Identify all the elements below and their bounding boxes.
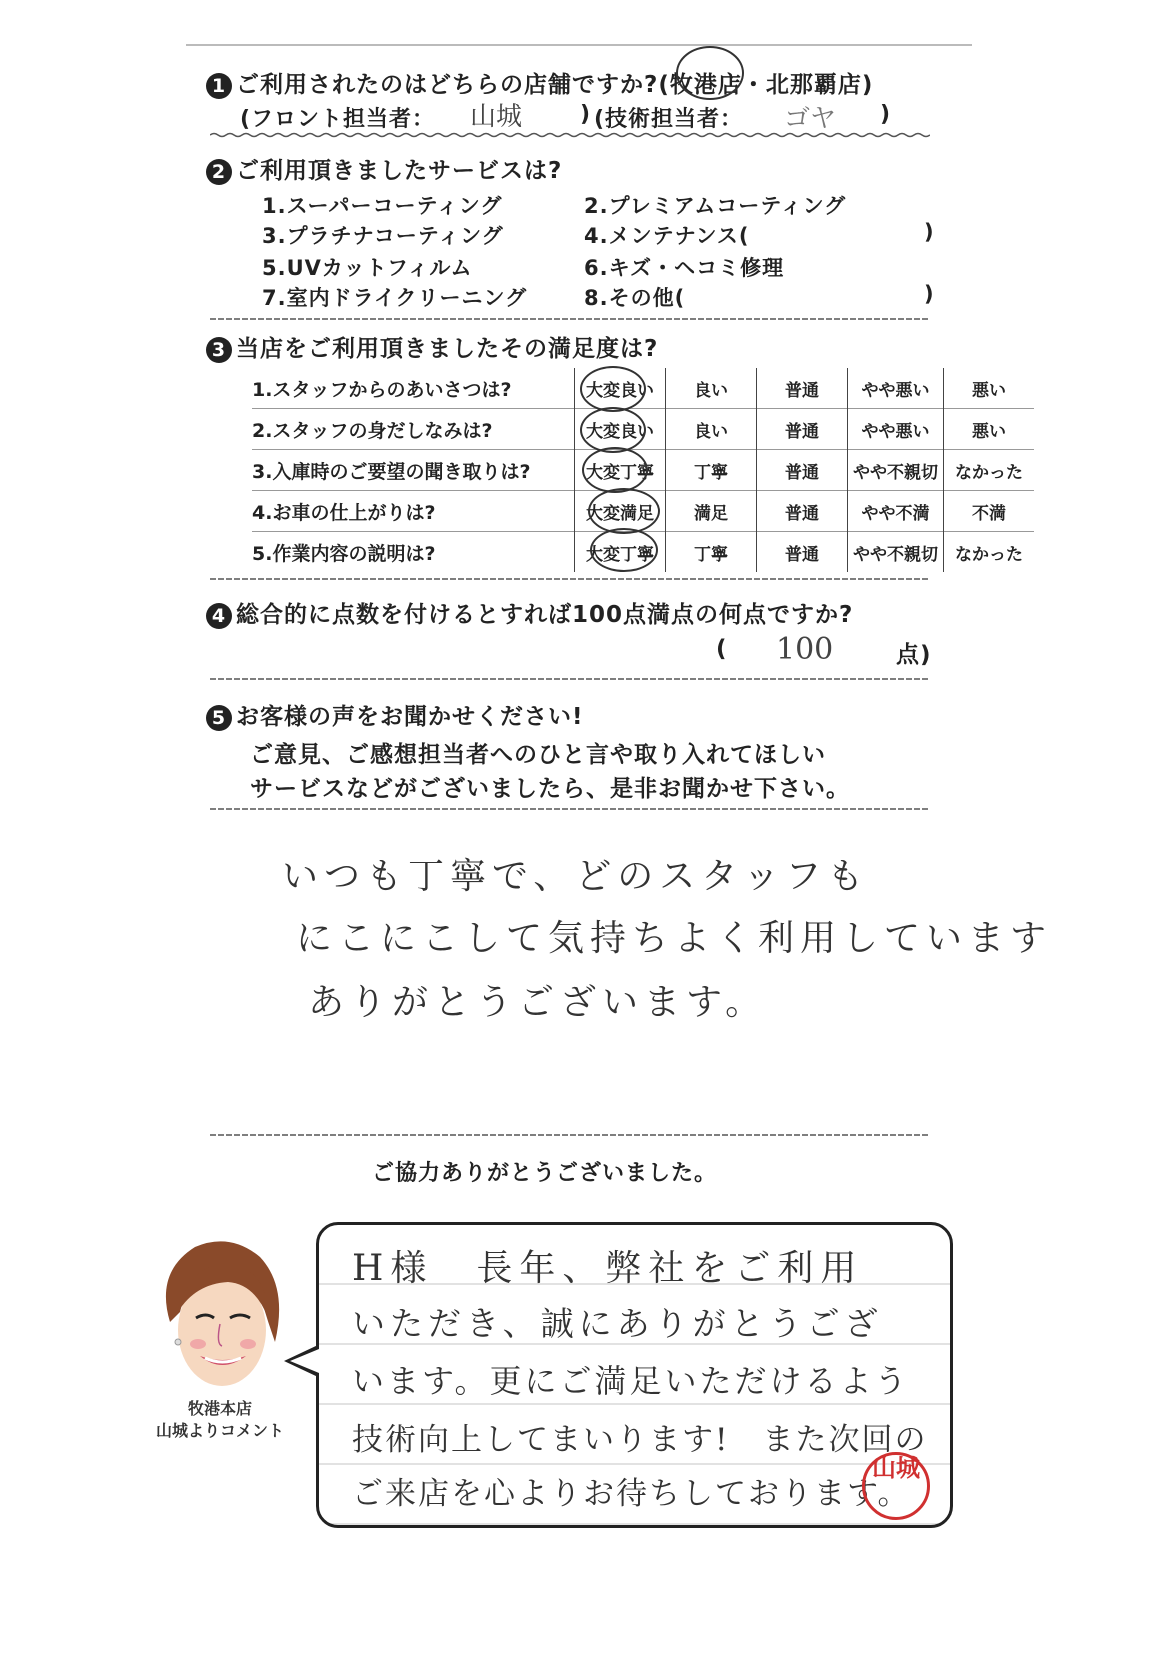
row-question: 2.スタッフの身だしなみは? — [252, 419, 493, 442]
q1-close: ) — [861, 72, 874, 98]
option-cell: 大変満足 — [575, 491, 666, 532]
q1-store-makiminato: 牧港店 — [669, 72, 742, 98]
score-value: 100 — [776, 632, 834, 667]
option-cell: 大変良い — [575, 368, 666, 409]
q2-text: ご利用頂きましたサービスは? — [236, 158, 563, 184]
divider — [210, 316, 930, 322]
option-cell: 普通 — [757, 450, 848, 491]
score-unit: 点) — [896, 642, 932, 668]
portrait-caption-store: 牧港本店 — [187, 1399, 252, 1418]
option-cell: 普通 — [757, 532, 848, 573]
front-staff-value: 山城 — [470, 102, 523, 132]
option-cell: なかった — [944, 450, 1035, 491]
option-cell: 不満 — [944, 491, 1035, 532]
q1-line — [206, 66, 873, 99]
q4-line — [206, 596, 853, 629]
seal-text: 山城 — [872, 1454, 920, 1482]
service-item: 3.プラチナコーティング — [262, 224, 504, 248]
option-cell: やや不親切 — [848, 450, 944, 491]
q4-text: 総合的に点数を付けるとすれば100点満点の何点ですか? — [236, 602, 854, 628]
option-cell: 普通 — [757, 368, 848, 409]
service-item: 8.その他( — [584, 286, 686, 310]
q5-sub2: サービスなどがございましたら、是非お聞かせ下さい。 — [250, 776, 850, 802]
option-cell: 大変丁寧 — [575, 450, 666, 491]
service-item: 5.UVカットフィルム — [262, 256, 473, 280]
service-item: 1.スーパーコーティング — [262, 194, 503, 218]
divider — [210, 576, 930, 582]
staff-portrait — [150, 1232, 290, 1392]
service-item: 7.室内ドライクリーニング — [262, 286, 528, 310]
selection-circle — [582, 447, 648, 493]
q3-text: 当店をご利用頂きましたその満足度は? — [236, 336, 659, 362]
row-question: 3.入庫時のご要望の聞き取りは? — [252, 460, 531, 483]
tech-label: (技術担当者： — [594, 107, 744, 132]
q2-line — [206, 152, 562, 185]
option-cell: 大変良い — [575, 409, 666, 450]
q3-number: 3 — [206, 337, 232, 363]
q5-text: お客様の声をお聞かせください! — [236, 704, 584, 730]
option-cell: 大変丁寧 — [575, 532, 666, 573]
q5-line — [206, 698, 584, 731]
option-cell: 悪い — [944, 409, 1035, 450]
option-cell: 丁寧 — [666, 532, 757, 573]
row-question: 4.お車の仕上がりは? — [252, 501, 436, 524]
option-cell: 丁寧 — [666, 450, 757, 491]
q1-close-tech: ) — [880, 102, 892, 127]
q2-number: 2 — [206, 159, 232, 185]
option-cell: なかった — [944, 532, 1035, 573]
q5-sub1: ご意見、ご感想担当者へのひと言や取り入れてほしい — [250, 742, 826, 768]
selection-circle — [590, 528, 658, 572]
card-top-edge — [186, 44, 972, 46]
service-paren-close: ) — [924, 220, 935, 244]
option-cell: 普通 — [757, 409, 848, 450]
q1-text: ご利用されたのはどちらの店舗ですか?( — [236, 72, 670, 98]
tech-staff-value: ゴヤ — [784, 104, 837, 134]
customer-comment-line: いつも丁寧で、どのスタッフも — [282, 856, 870, 897]
q5-number: 5 — [206, 705, 232, 731]
reply-line: います。更にご満足いただけるよう — [352, 1362, 910, 1400]
q1-close-front: ) — [580, 102, 592, 127]
reply-line: ご来店を心よりお待ちしております。 — [352, 1476, 911, 1512]
reply-line: 技術向上してまいります! また次回の — [352, 1422, 928, 1458]
reply-line: いただき、誠にありがとうござ — [352, 1304, 883, 1343]
q4-open-paren: ( — [716, 636, 728, 662]
q1-separator: ・ — [741, 72, 766, 98]
q1-store-circle — [676, 46, 744, 100]
name-seal-stamp — [862, 1452, 930, 1520]
customer-comment-line: ありがとうございます。 — [308, 982, 768, 1023]
bubble-tail-inner — [290, 1349, 319, 1373]
service-paren-close: ) — [924, 282, 935, 306]
option-cell: やや悪い — [848, 409, 944, 450]
q3-line — [206, 330, 658, 363]
selection-circle — [580, 366, 646, 412]
option-cell: 満足 — [666, 491, 757, 532]
customer-comment-line: にこにこして気持ちよく利用しています — [296, 918, 1053, 959]
divider — [210, 132, 930, 138]
option-cell: 普通 — [757, 491, 848, 532]
q4-number: 4 — [206, 603, 232, 629]
option-cell: やや悪い — [848, 368, 944, 409]
option-cell: 良い — [666, 409, 757, 450]
row-question: 1.スタッフからのあいさつは? — [252, 378, 512, 401]
divider — [210, 1132, 930, 1138]
option-cell: やや不親切 — [848, 532, 944, 573]
row-question: 5.作業内容の説明は? — [252, 542, 436, 565]
q1-staff-line — [240, 102, 435, 133]
service-item: 6.キズ・ヘコミ修理 — [584, 256, 785, 280]
front-label: (フロント担当者： — [240, 107, 436, 132]
thanks-message: ご協力ありがとうございました。 — [372, 1161, 718, 1186]
q1-number: 1 — [206, 73, 232, 99]
q1-store-kitanaha: 北那覇店 — [765, 72, 862, 98]
option-cell: 悪い — [944, 368, 1035, 409]
service-item: 4.メンテナンス( — [584, 224, 750, 248]
service-item: 2.プレミアムコーティング — [584, 194, 847, 218]
divider — [210, 676, 930, 682]
option-cell: 良い — [666, 368, 757, 409]
divider — [210, 806, 930, 812]
option-cell: やや不満 — [848, 491, 944, 532]
reply-line: H様 長年、弊社をご利用 — [352, 1248, 864, 1289]
portrait-caption-staff: 山城よりコメント — [155, 1421, 284, 1440]
